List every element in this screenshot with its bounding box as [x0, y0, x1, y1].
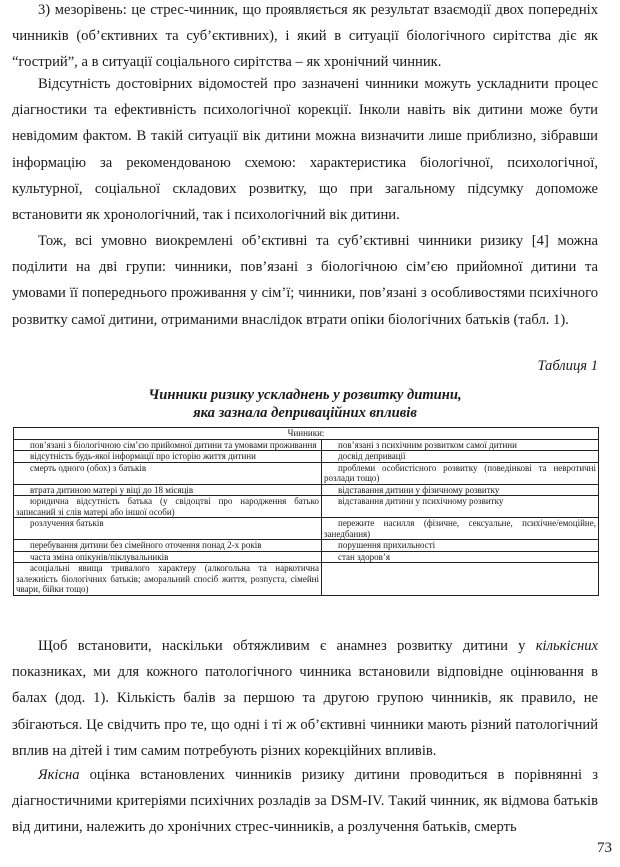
table-cell-right: стан здоров’я [322, 551, 599, 563]
table-cell-left: розлучення батьків [14, 518, 322, 540]
table-row [14, 496, 599, 518]
table-cell-right: пережите насилля (фізичне, сексуальне, психічне/емоційне, занедбання) [322, 518, 599, 540]
table-header-row [14, 428, 599, 440]
table-title [12, 386, 598, 422]
table-cell-left: пов’язані з біологічною сім’єю прийомної дитини та умовами проживання [14, 439, 322, 451]
table-cell-right [322, 563, 599, 596]
paragraph-4-text-a: Щоб встановити, наскільки обтяжливим є анамнез розвитку дитини у [38, 638, 536, 654]
table-cell-left: смерть одного (обох) з батьків [14, 462, 322, 484]
page-number: 73 [597, 840, 612, 856]
table-cell-left: відсутність будь-якої інформації про історію життя дитини [14, 451, 322, 463]
risk-factors-table [13, 427, 599, 596]
table-cell-left: перебування дитини без сімейного оточення понад 2-х років [14, 540, 322, 552]
paragraph-mesolevel: 3) мезорівень: це стрес-чинник, що проявляється як результат взаємодії двох попередніх чинників (об’єктивних та суб’єктивних), і який в ситуації біологічного сирітства діє як “гострий”, а в ситуації соціального сирітства – як хронічний чинник. [12, 2, 598, 71]
table-cell-right: відставання дитини у психічному розвитку [322, 496, 599, 518]
table-title-line-2: яка зазнала деприваційних впливів [193, 405, 417, 421]
paragraph-risk-groups: Тож, всі умовно виокремлені об’єктивні та суб’єктивні чинники ризику [4] можна поділити на дві групи: чинники, пов’язані з біологічною сім’єю прийомної дитини та умовами її попереднього проживання у сім’ї; чинники, пов’язані з особливостями психічного розвитку самої дитини, отриманими внаслідок втрати опіки біологічних батьків (табл. 1). [12, 233, 598, 328]
table-row [14, 439, 599, 451]
table-header-cell: Чинники: [14, 428, 599, 440]
table-cell-right: проблеми особистісного розвитку (поведінкові та невротичні розлади тощо) [322, 462, 599, 484]
table-cell-right: відставання дитини у фізичному розвитку [322, 484, 599, 496]
table-cell-left: часта зміна опікунів/піклувальників [14, 551, 322, 563]
paragraph-qualitative-assessment [12, 762, 598, 841]
paragraph-4-text-b: показниках, ми для кожного патологічного чинника встановили відповідне оцінювання в балах (дод. 1). Кількість балів за першою та другою групою чинників, як правило, не збігаються. Це свідчить про те, що одні і ті ж об’єктивні чинники мають різний патологічний вплив на дітей і тим самим потребують різних корекційних впливів. [12, 664, 598, 759]
table-row [14, 518, 599, 540]
table-label: Таблиця 1 [537, 358, 598, 374]
table-row [14, 484, 599, 496]
table-row [14, 563, 599, 596]
table-cell-right: пов’язані з психічним розвитком самої дитини [322, 439, 599, 451]
paragraph-4-emphasis: кількісних [535, 638, 598, 654]
table-cell-right: досвід депривації [322, 451, 599, 463]
table-row [14, 451, 599, 463]
table-cell-left: втрата дитиною матері у віці до 18 місяців [14, 484, 322, 496]
paragraph-quantitative-assessment [12, 633, 598, 764]
paragraph-5-text: оцінка встановлених чинників ризику дитини проводиться в порівнянні з діагностичними критеріями психічних розладів за DSM-IV. Такий чинник, як відмова батьків від дитини, належить до хронічних стрес-чинників, а розлучення батьків, смерть [12, 767, 598, 836]
table-row [14, 551, 599, 563]
table-cell-right: порушення прихильності [322, 540, 599, 552]
paragraph-missing-information: Відсутність достовірних відомостей про зазначені чинники можуть ускладнити процес діагностики та ефективність психологічної корекції. Інколи навіть вік дитини може бути невідомим фактом. В такій ситуації вік дитини можна визначити лише приблизно, зібравши інформацію за рекомендованою схемою: характеристика біологічної, психологічної, культурної, соціальної складових розвитку, що при загальному підсумку допоможе встановити як хронологічний, так і психологічний вік дитини. [12, 76, 598, 224]
table-cell-left: юридична відсутність батька (у свідоцтві про народження батько записаний зі слів матері або іншої особи) [14, 496, 322, 518]
table-cell-left: асоціальні явища тривалого характеру (алкогольна та наркотична залежність біологічних батьків; аморальний спосіб життя, розпуста, сімейні чвари, бійки тощо) [14, 563, 322, 596]
table-title-line-1: Чинники ризику ускладнень у розвитку дитини, [148, 387, 462, 403]
table-row [14, 462, 599, 484]
table-row [14, 540, 599, 552]
paragraph-5-emphasis: Якісна [38, 767, 80, 783]
